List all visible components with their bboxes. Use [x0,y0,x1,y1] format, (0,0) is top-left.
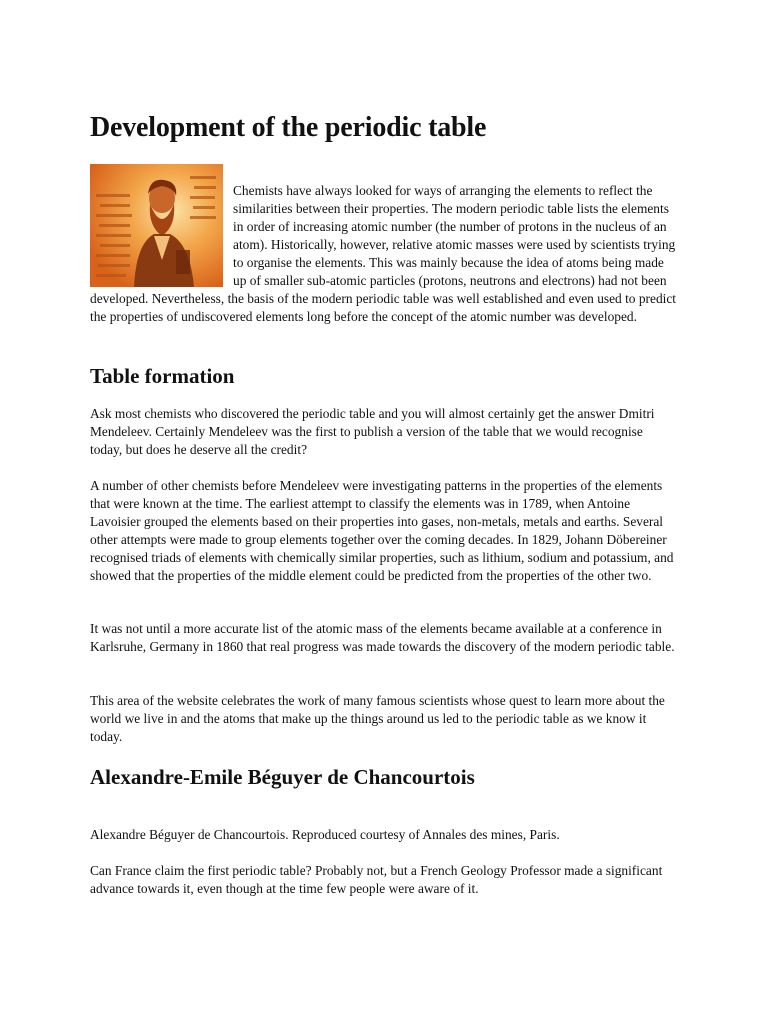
section-heading-table-formation: Table formation [90,364,235,388]
paragraph-early-attempts: A number of other chemists before Mendeleev were investigating patterns in the properties of the elements that were known at the time. The earliest attempt to classify the elements was in 1789, when Antoine Lavoisier grouped the elements based on their properties into gases, non-metals, metals and earths. Several other attempts were made to group elements together over the coming decades. In 1829, Johann Döbereiner recognised triads of elements with chemically similar properties, such as lithium, sodium and potassium, and showed that the properties of the middle element could be predicted from the properties of the other two. [90,478,674,583]
intro-paragraph: Chemists have always looked for ways of arranging the elements to reflect the similarities between their properties. The modern periodic table lists the elements in order of increasing atomic number (the number of protons in the nucleus of an atom). Historically, however, relative atomic masses were used by scientists trying to organise the elements. This was mainly because the idea of atoms being made up of smaller sub-atomic particles (protons, neutrons and electrons) had not been developed. Nevertheless, the basis of the modern periodic table was well established and even used to predict the properties of undiscovered elements long before the concept of the atomic number was developed. [90,183,677,324]
paragraph-mendeleev: Ask most chemists who discovered the periodic table and you will almost certainly get the answer Dmitri Mendeleev. Certainly Mendeleev was the first to publish a version of the table that we would recognise today, but does he deserve all the credit? [90,406,655,457]
paragraph-block [90,692,678,746]
paragraph-block [90,477,678,585]
section-heading-chancourtois: Alexandre-Emile Béguyer de Chancourtois [90,765,475,789]
intro-section [90,164,678,326]
paragraph-block [90,405,678,459]
paragraph-france-claim: Can France claim the first periodic table? Probably not, but a French Geology Professor made a significant advance towards it, even though at the time few people were aware of it. [90,863,663,896]
paragraph-block [90,620,678,656]
page-title: Development of the periodic table [90,112,487,143]
paragraph-block [90,862,678,898]
paragraph-website-intro: This area of the website celebrates the work of many famous scientists whose quest to learn more about the world we live in and the atoms that make up the things around us led to the periodic table as we know it today. [90,693,665,744]
chancourtois-caption: Alexandre Béguyer de Chancourtois. Reproduced courtesy of Annales des mines, Paris. [90,827,560,842]
paragraph-karlsruhe: It was not until a more accurate list of the atomic mass of the elements became available at a conference in Karlsruhe, Germany in 1860 that real progress was made towards the discovery of the modern periodic table. [90,621,675,654]
image-caption [90,826,678,844]
mendeleev-portrait-image [90,164,223,287]
